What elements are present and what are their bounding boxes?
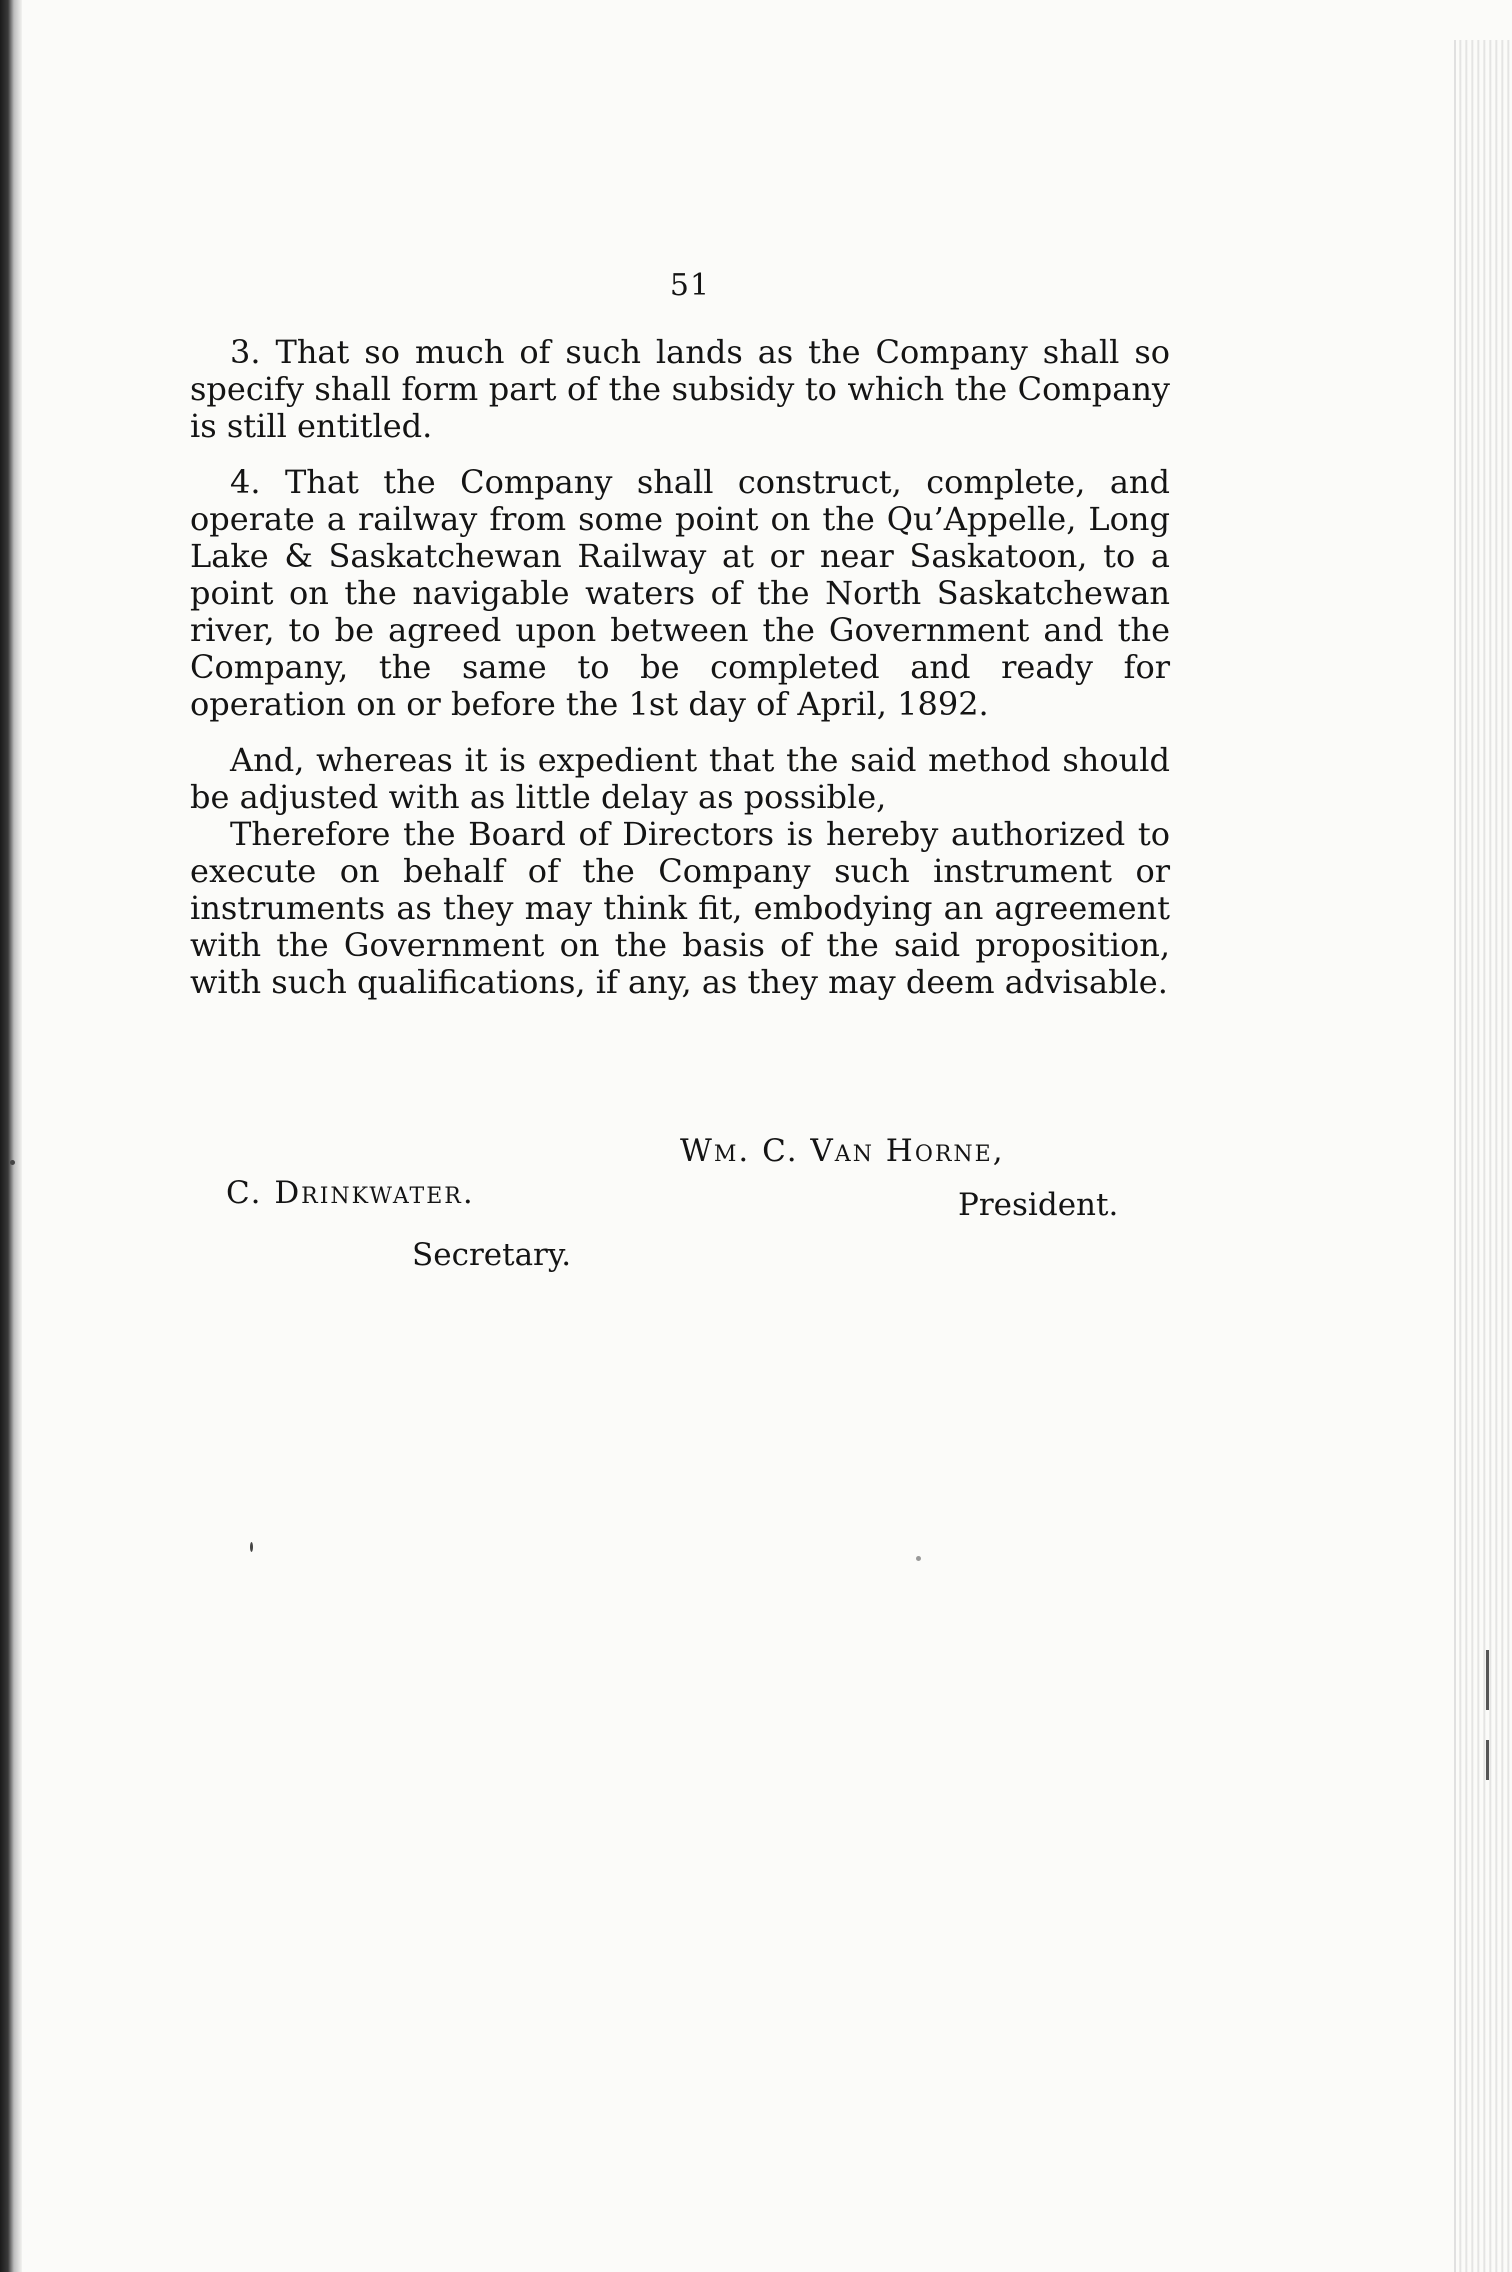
paragraph-clause-4: 4. That the Company shall construct, complete, and operate a railway from some point on the Qu’Appelle, Long Lake & Saskatchewan Railway at or near Saskatoon, to a point on the navigable waters of the North Saskatchewan river, to be agreed upon between the Government and the Company, the same to be completed and ready for operation on or before the 1st day of April, 1892. (190, 463, 1170, 723)
paragraph-whereas: And, whereas it is expedient that the said method should be adjusted with as little delay as possible, (190, 741, 1170, 816)
secretary-title: Secretary. (412, 1237, 572, 1273)
body-text (190, 334, 1170, 1020)
secretary-signature: C. Drinkwater. (226, 1175, 475, 1211)
paragraph-resolution: Therefore the Board of Directors is hereby authorized to execute on behalf of the Company such instrument or instruments as they may think fit, embodying an agreement with the Government on the basis of the said proposition, with such qualifications, if any, as they may deem advisable. (190, 815, 1170, 1001)
president-signature: Wm. C. Van Horne, (680, 1133, 1005, 1169)
scan-speck (10, 1160, 15, 1165)
scan-speck (250, 1542, 253, 1552)
page-number: 51 (669, 268, 711, 303)
president-title: President. (958, 1187, 1119, 1223)
paragraph-clause-3: 3. That so much of such lands as the Company shall so specify shall form part of the subsidy to which the Company is still entitled. (190, 333, 1170, 445)
page-fore-edge (1454, 40, 1512, 2272)
book-spine-edge (0, 0, 22, 2272)
scan-speck (916, 1556, 921, 1561)
edge-mark (1486, 1740, 1489, 1780)
edge-mark (1486, 1650, 1489, 1710)
